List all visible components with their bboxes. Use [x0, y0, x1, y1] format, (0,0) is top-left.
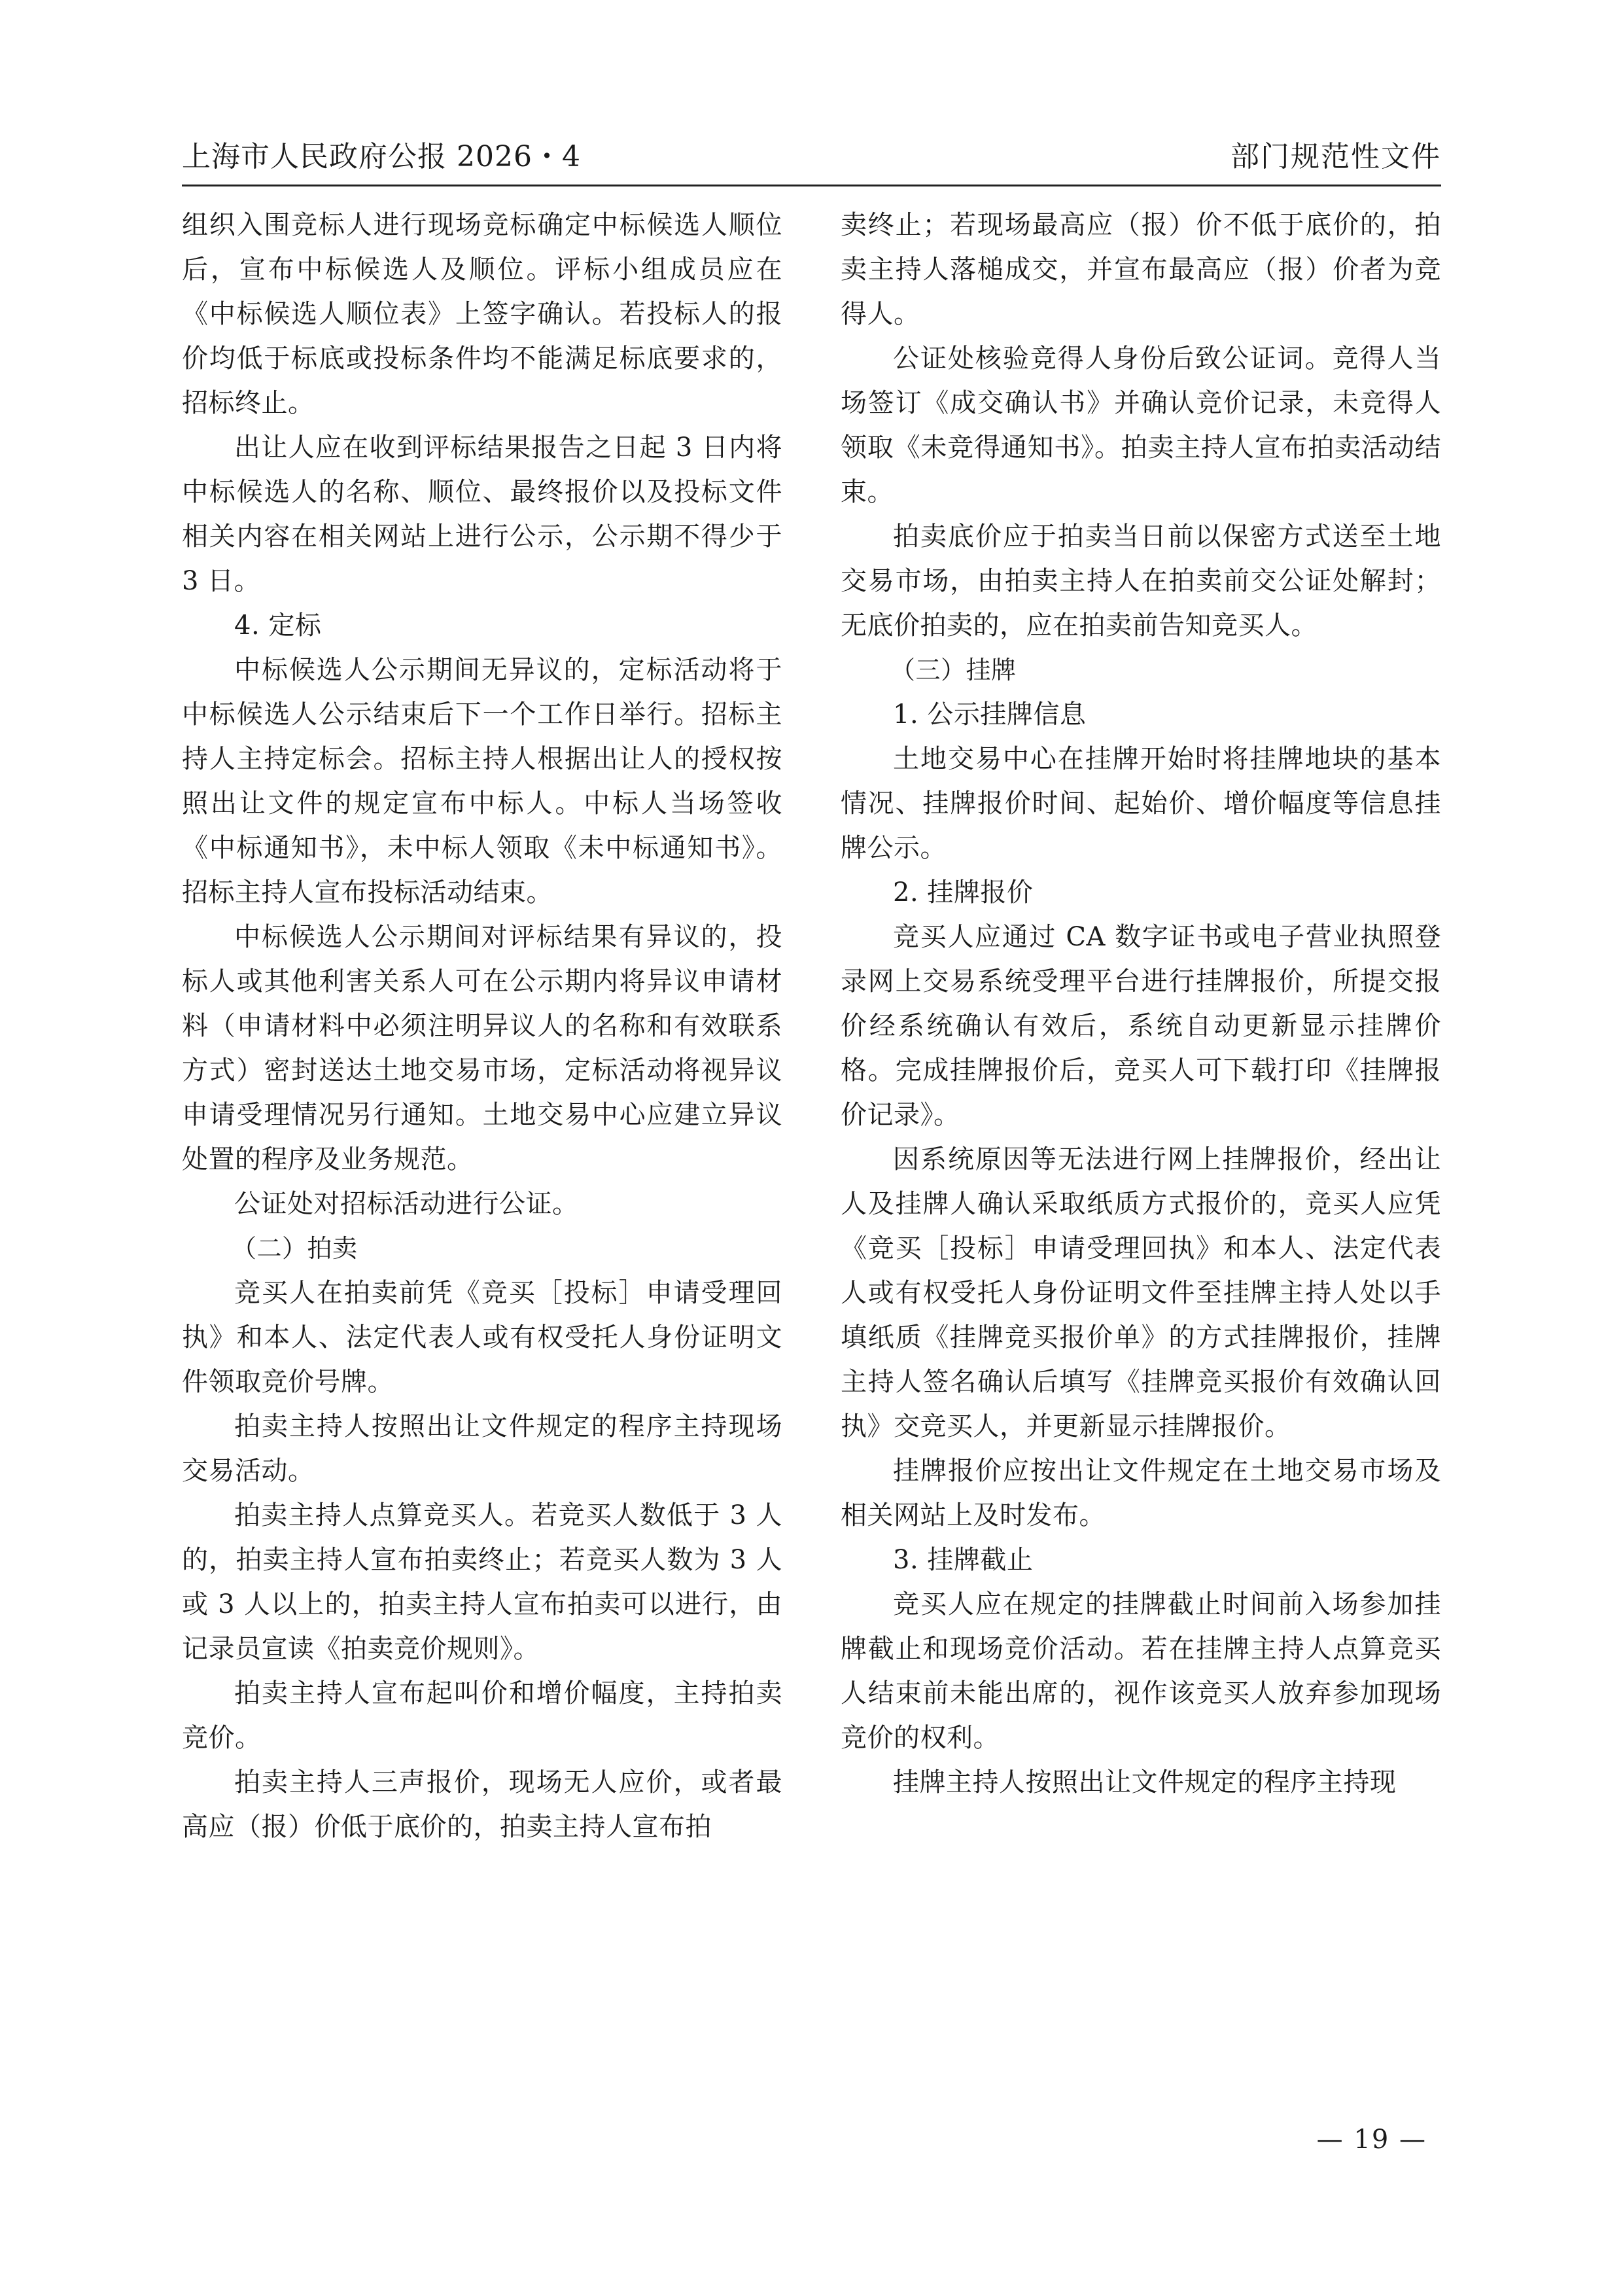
- paragraph: 土地交易中心在挂牌开始时将挂牌地块的基本情况、挂牌报价时间、起始价、增价幅度等信息挂牌公示。: [841, 744, 1441, 863]
- publication-title: 上海市人民政府公报 2026・4: [182, 140, 581, 173]
- paragraph: 拍卖主持人按照出让文件规定的程序主持现场交易活动。: [182, 1411, 782, 1486]
- paragraph: 因系统原因等无法进行网上挂牌报价，经出让人及挂牌人确认采取纸质方式报价的，竞买人应凭《竞买［投标］申请受理回执》和本人、法定代表人或有权受托人身份证明文件至挂牌主持人处以手填纸质《挂牌竞买报价单》的方式挂牌报价，挂牌主持人签名确认后填写《挂牌竞买报价有效确认回执》交竞买人，并更新显示挂牌报价。: [841, 1144, 1441, 1441]
- page-header: [182, 137, 1441, 186]
- left-column: [182, 203, 782, 1849]
- subsection-heading: 1. 公示挂牌信息: [893, 699, 1087, 730]
- paragraph: 挂牌主持人按照出让文件规定的程序主持现: [893, 1767, 1397, 1797]
- subsection-heading: 3. 挂牌截止: [893, 1545, 1034, 1575]
- paragraph: 出让人应在收到评标结果报告之日起 3 日内将中标候选人的名称、顺位、最终报价以及投标文件相关内容在相关网站上进行公示，公示期不得少于 3 日。: [182, 433, 782, 596]
- section-heading: （三）挂牌: [890, 656, 1017, 684]
- paragraph: 拍卖主持人点算竞买人。若竞买人数低于 3 人的，拍卖主持人宣布拍卖终止；若竞买人数为 3 人或 3 人以上的，拍卖主持人宣布拍卖可以进行，由记录员宣读《拍卖竞价规则》。: [182, 1500, 782, 1664]
- subsection-heading: 4. 定标: [234, 610, 322, 641]
- paragraph: 拍卖主持人宣布起叫价和增价幅度，主持拍卖竞价。: [182, 1678, 782, 1753]
- paragraph: 拍卖底价应于拍卖当日前以保密方式送至土地交易市场，由拍卖主持人在拍卖前交公证处解封；无底价拍卖的，应在拍卖前告知竞买人。: [841, 521, 1441, 641]
- paragraph: 卖终止；若现场最高应（报）价不低于底价的，拍卖主持人落槌成交，并宣布最高应（报）价者为竞得人。: [841, 210, 1441, 329]
- paragraph: 拍卖主持人三声报价，现场无人应价，或者最高应（报）价低于底价的，拍卖主持人宣布拍: [182, 1767, 782, 1842]
- document-category: 部门规范性文件: [1230, 140, 1441, 173]
- right-column: [841, 203, 1441, 1805]
- paragraph: 中标候选人公示期间对评标结果有异议的，投标人或其他利害关系人可在公示期内将异议申请材料（申请材料中必须注明异议人的名称和有效联系方式）密封送达土地交易市场，定标活动将视异议申请受理情况另行通知。土地交易中心应建立异议处置的程序及业务规范。: [182, 922, 782, 1174]
- section-heading: （二）拍卖: [232, 1234, 358, 1263]
- page-number: — 19 —: [1316, 2125, 1427, 2155]
- paragraph: 组织入围竞标人进行现场竞标确定中标候选人顺位后，宣布中标候选人及顺位。评标小组成员应在《中标候选人顺位表》上签字确认。若投标人的报价均低于标底或投标条件均不能满足标底要求的，招标终止。: [182, 210, 782, 418]
- paragraph: 竞买人应通过 CA 数字证书或电子营业执照登录网上交易系统受理平台进行挂牌报价，所提交报价经系统确认有效后，系统自动更新显示挂牌价格。完成挂牌报价后，竞买人可下载打印《挂牌报价记录》。: [841, 922, 1441, 1130]
- paragraph: 中标候选人公示期间无异议的，定标活动将于中标候选人公示结束后下一个工作日举行。招标主持人主持定标会。招标主持人根据出让人的授权按照出让文件的规定宣布中标人。中标人当场签收《中标通知书》，未中标人领取《未中标通知书》。招标主持人宣布投标活动结束。: [182, 655, 782, 908]
- paragraph: 竞买人在拍卖前凭《竞买［投标］申请受理回执》和本人、法定代表人或有权受托人身份证明文件领取竞价号牌。: [182, 1278, 782, 1397]
- paragraph: 公证处对招标活动进行公证。: [234, 1189, 579, 1219]
- subsection-heading: 2. 挂牌报价: [893, 877, 1034, 908]
- paragraph: 公证处核验竞得人身份后致公证词。竞得人当场签订《成交确认书》并确认竞价记录，未竞得人领取《未竞得通知书》。拍卖主持人宣布拍卖活动结束。: [841, 344, 1441, 507]
- paragraph: 挂牌报价应按出让文件规定在土地交易市场及相关网站上及时发布。: [841, 1456, 1441, 1530]
- paragraph: 竞买人应在规定的挂牌截止时间前入场参加挂牌截止和现场竞价活动。若在挂牌主持人点算竞买人结束前未能出席的，视作该竞买人放弃参加现场竞价的权利。: [841, 1589, 1441, 1753]
